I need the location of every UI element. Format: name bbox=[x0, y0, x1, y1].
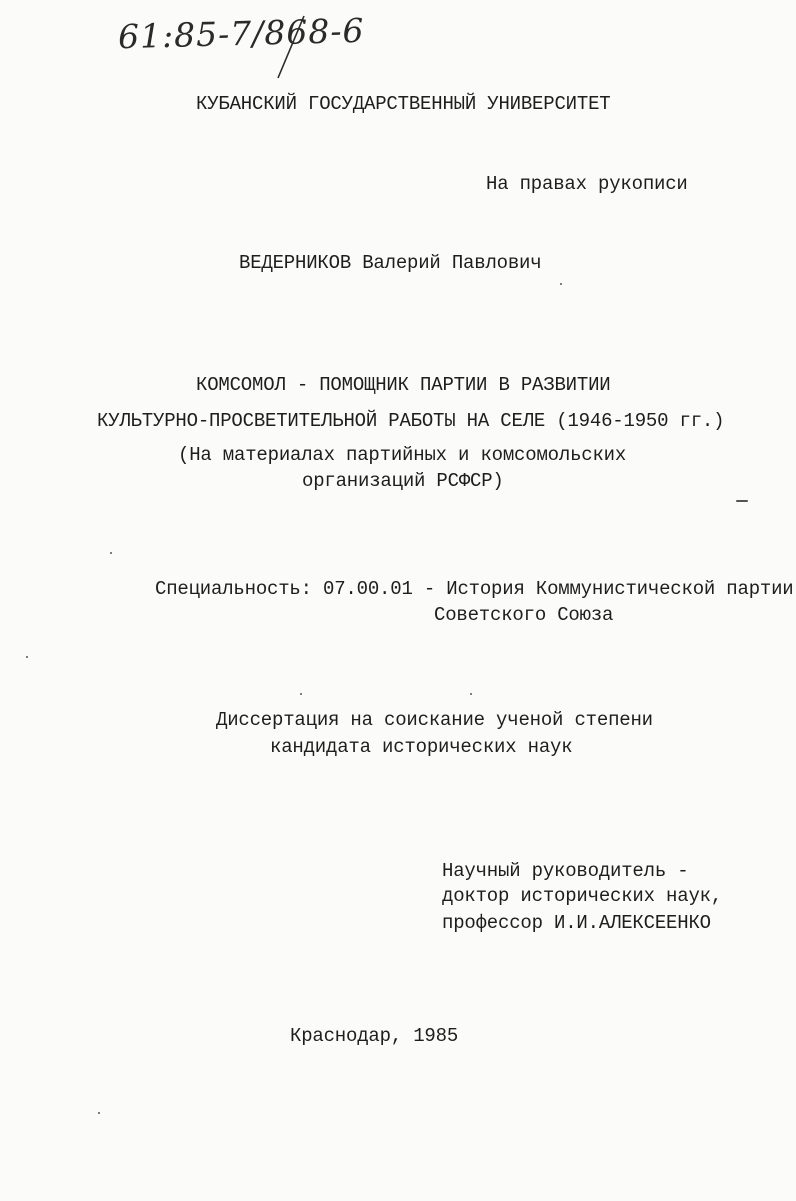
supervisor-line-3: профессор И.И.АЛЕКСЕЕНКО bbox=[442, 912, 711, 934]
scan-speck bbox=[300, 693, 302, 695]
specialty-line-2: Советского Союза bbox=[434, 604, 614, 626]
title-line-2: КУЛЬТУРНО-ПРОСВЕТИТЕЛЬНОЙ РАБОТЫ НА СЕЛЕ (1946-1950 гг.) bbox=[97, 410, 725, 432]
handwritten-slash-mark bbox=[270, 12, 310, 82]
scan-speck bbox=[26, 656, 28, 658]
archive-number: 61:85-7/868-6 bbox=[117, 10, 365, 57]
title-line-1: КОМСОМОЛ - ПОМОЩНИК ПАРТИИ В РАЗВИТИИ bbox=[196, 374, 611, 396]
title-line-3: (На материалах партийных и комсомольских bbox=[178, 444, 627, 466]
dissertation-line-1: Диссертация на соискание ученой степени bbox=[216, 709, 653, 731]
supervisor-line-1: Научный руководитель - bbox=[442, 860, 689, 882]
scan-mark bbox=[736, 500, 748, 502]
title-line-4: организаций РСФСР) bbox=[302, 470, 504, 492]
university-name: КУБАНСКИЙ ГОСУДАРСТВЕННЫЙ УНИВЕРСИТЕТ bbox=[196, 93, 611, 115]
dissertation-line-2: кандидата исторических наук bbox=[270, 736, 573, 758]
author-name: ВЕДЕРНИКОВ Валерий Павлович bbox=[239, 252, 542, 274]
scan-speck bbox=[560, 283, 562, 285]
scan-speck bbox=[470, 693, 472, 695]
manuscript-rights: На правах рукописи bbox=[486, 173, 688, 195]
scan-speck bbox=[98, 1112, 100, 1114]
specialty-line-1: Специальность: 07.00.01 - История Коммунистической партии bbox=[155, 578, 794, 600]
place-and-year: Краснодар, 1985 bbox=[290, 1025, 459, 1047]
scan-speck bbox=[110, 552, 112, 554]
supervisor-line-2: доктор исторических наук, bbox=[442, 885, 723, 907]
